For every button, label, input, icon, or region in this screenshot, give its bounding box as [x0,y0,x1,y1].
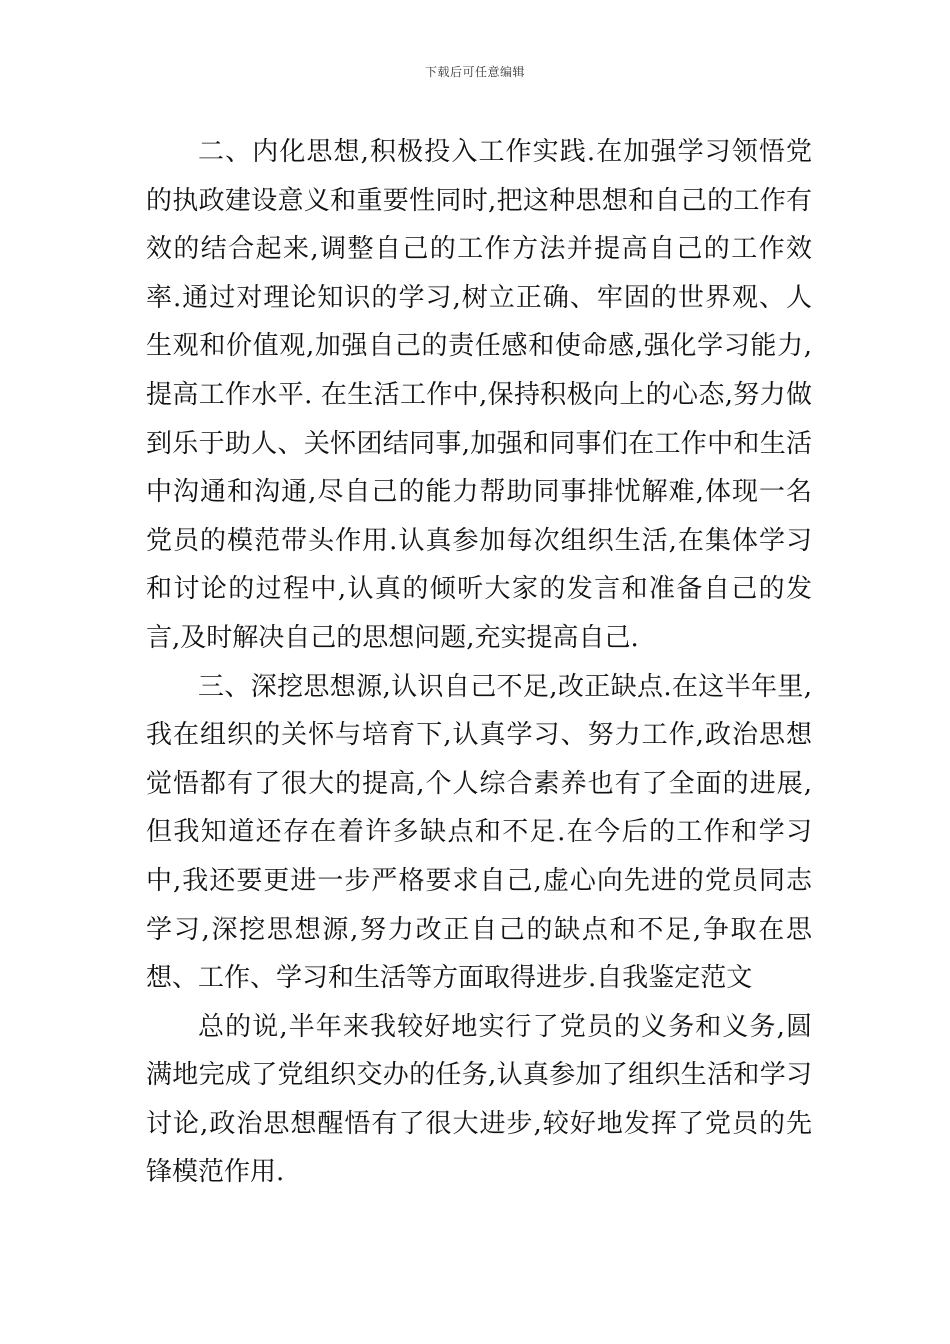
paragraph-summary: 总的说,半年来我较好地实行了党员的义务和义务,圆满地完成了党组织交办的任务,认真参加了组织生活和学习讨论,政治思想醒悟有了很大进步,较好地发挥了党员的先锋模范作用. [146,1011,812,1188]
paragraph-inner-thought: 二、内化思想,积极投入工作实践.在加强学习领悟党的执政建设意义和重要性同时,把这种思想和自己的工作有效的结合起来,调整自己的工作方法并提高自己的工作效率.通过对理论知识的学习,树立正确、牢固的世界观、人生观和价值观,加强自己的责任感和使命感,强化学习能力,提高工作水平. 在生活工作中,保持积极向上的心态,努力做到乐于助人、关怀团结同事,加强和同事们在工作中和生活中沟通和沟通,尽自己的能力帮助同事排忧解难,体现一名党员的模范带头作用.认真参加每次组织生活,在集体学习和讨论的过程中,认真的倾听大家的发言和准备自己的发言,及时解决自己的思想问题,充实提高自己. [146,137,812,653]
document-body [146,128,812,1197]
paragraph-dig-thought: 三、深挖思想源,认识自己不足,改正缺点.在这半年里,我在组织的关怀与培育下,认真学习、努力工作,政治思想觉悟都有了很大的提高,个人综合素养也有了全面的进展,但我知道还存在着许多缺点和不足.在今后的工作和学习中,我还要更进一步严格要求自己,虚心向先进的党员同志学习,深挖思想源,努力改正自己的缺点和不足,争取在思想、工作、学习和生活等方面取得进步.自我鉴定范文 [146,671,812,994]
header-note: 下载后可任意编辑 [424,65,525,79]
